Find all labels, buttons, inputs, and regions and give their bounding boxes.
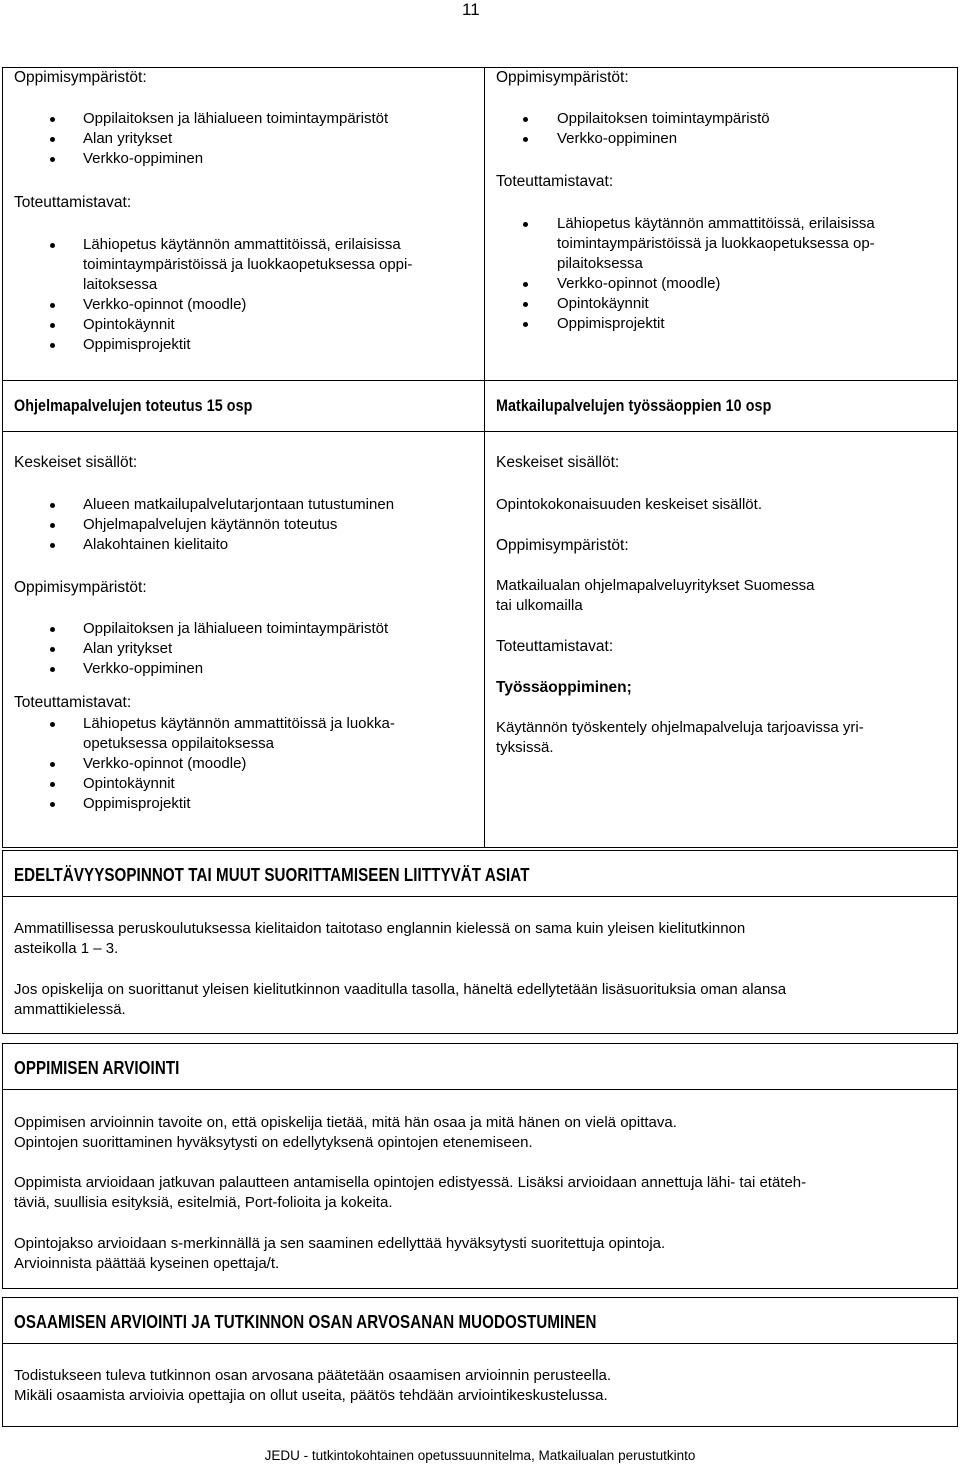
list-item: Oppilaitoksen ja lähialueen toimintaympäristöt (3, 619, 473, 639)
impl-label: Toteuttamistavat: (14, 694, 132, 711)
paragraph-line: ammattikielessä. (14, 1001, 126, 1018)
heading-right-cell (485, 381, 957, 431)
paragraph-line: Jos opiskelija on suorittanut yleisen kielitutkinnon vaaditulla tasolla, häneltä edellytetään lisäsuorituksia oman alansa (14, 981, 787, 998)
page-number: 11 (462, 0, 480, 19)
list-item: Lähiopetus käytännön ammattitöissä ja luokka-opetuksessa oppilaitoksessa (3, 714, 463, 754)
env-label: Oppimisympäristöt: (14, 579, 147, 596)
impl-subheading: Työssäoppiminen; (496, 679, 632, 696)
impl-list (485, 214, 937, 334)
impl-label: Toteuttamistavat: (14, 194, 132, 211)
env-text: Matkailualan ohjelmapalveluyritykset Suomessa (496, 577, 815, 594)
paragraph-line: Opintojen suorittaminen hyväksytysti on edellytyksenä opintojen etenemiseen. (14, 1134, 533, 1151)
paragraph (14, 1234, 949, 1274)
paragraph (14, 1113, 949, 1153)
content-label: Keskeiset sisällöt: (496, 454, 620, 471)
list-item: Alueen matkailupalvelutarjontaan tutustuminen (3, 495, 473, 515)
impl-list (3, 235, 465, 355)
list-item: Ohjelmapalvelujen käytännön toteutus (3, 515, 473, 535)
env-label: Oppimisympäristöt: (496, 537, 629, 554)
paragraph-line: asteikolla 1 – 3. (14, 940, 119, 957)
list-item: Oppilaitoksen toimintaympäristö (485, 109, 945, 129)
content-text: Opintokokonaisuuden keskeiset sisällöt. (496, 496, 762, 513)
prerequisites-section (2, 850, 958, 1034)
list-item: Lähiopetus käytännön ammattitöissä, erilaisissa toimintaympäristöissä ja luokkaopetuksessa oppi-laitoksessa (3, 235, 465, 295)
paragraph-line: Ammatillisessa peruskoulutuksessa kielitaidon taitotaso englannin kielessä on sama kuin yleisen kielitutkinnon (14, 920, 746, 937)
heading-left-cell (3, 381, 485, 431)
paragraph-line: täviä, suullisia esityksiä, esitelmiä, Port-folioita ja kokeita. (14, 1194, 393, 1211)
list-item: Lähiopetus käytännön ammattitöissä, erilaisissa toimintaympäristöissä ja luokkaopetuksessa op-pilaitoksessa (485, 214, 937, 274)
impl-label: Toteuttamistavat: (496, 638, 614, 655)
impl-label: Toteuttamistavat: (496, 173, 614, 190)
list-item: Opintokäynnit (485, 294, 937, 314)
paragraph-line: Todistukseen tuleva tutkinnon osan arvosana päätetään osaamisen arvioinnin perusteella. (14, 1367, 612, 1384)
paragraph (14, 980, 949, 1020)
env-text: tai ulkomailla (496, 597, 583, 614)
top-left-cell (3, 68, 485, 380)
env-label: Oppimisympäristöt: (496, 69, 629, 86)
section-header (3, 851, 957, 897)
section-title: EDELTÄVYYSOPINNOT TAI MUUT SUORITTAMISEEN LIITTYVÄT ASIAT (14, 865, 530, 885)
grading-section (2, 1297, 958, 1427)
env-label: Oppimisympäristöt: (14, 69, 147, 86)
assessment-section (2, 1043, 958, 1289)
list-item: Alan yritykset (3, 639, 473, 659)
env-list (3, 619, 473, 679)
impl-list (3, 714, 463, 814)
impl-text: Käytännön työskentely ohjelmapalveluja tarjoavissa yri- (496, 719, 864, 736)
module-heading: Ohjelmapalvelujen toteutus 15 osp (14, 396, 253, 415)
list-item: Verkko-oppiminen (3, 659, 473, 679)
paragraph (14, 919, 949, 959)
content-list (3, 495, 473, 555)
env-list (3, 109, 473, 169)
list-item: Oppimisprojektit (485, 314, 937, 334)
paragraph-line: Oppimisen arvioinnin tavoite on, että opiskelija tietää, mitä hän osaa ja mitä hänen on vielä opittava. (14, 1114, 677, 1131)
paragraph (14, 1173, 949, 1213)
list-item: Oppimisprojektit (3, 335, 465, 355)
module-heading: Matkailupalvelujen työssäoppien 10 osp (496, 396, 772, 415)
paragraph-line: Opintojakso arvioidaan s-merkinnällä ja sen saaminen edellyttää hyväksytysti suoritettuja opintoja. (14, 1235, 666, 1252)
list-item: Oppimisprojektit (3, 794, 463, 814)
list-item: Opintokäynnit (3, 315, 465, 335)
list-item: Oppilaitoksen ja lähialueen toimintaympäristöt (3, 109, 473, 129)
paragraph-line: Arvioinnista päättää kyseinen opettaja/t. (14, 1255, 280, 1272)
list-item: Alan yritykset (3, 129, 473, 149)
list-item: Verkko-opinnot (moodle) (3, 295, 465, 315)
list-item: Verkko-oppiminen (485, 129, 945, 149)
list-item: Opintokäynnit (3, 774, 463, 794)
list-item: Verkko-oppiminen (3, 149, 473, 169)
section-header (3, 1298, 957, 1344)
bottom-left-cell (3, 432, 485, 847)
list-item: Verkko-opinnot (moodle) (485, 274, 937, 294)
content-label: Keskeiset sisällöt: (14, 454, 138, 471)
paragraph-line: Oppimista arvioidaan jatkuvan palautteen antamisella opintojen edistyessä. Lisäksi arvioidaan annettuja lähi- tai etäteh- (14, 1174, 807, 1191)
bottom-right-cell (485, 432, 957, 847)
list-item: Alakohtainen kielitaito (3, 535, 473, 555)
paragraph-line: Mikäli osaamista arvioivia opettajia on ollut useita, päätös tehdään arviointikeskustelussa. (14, 1387, 608, 1404)
impl-text: tyksissä. (496, 739, 554, 756)
section-title: OSAAMISEN ARVIOINTI JA TUTKINNON OSAN ARVOSANAN MUODOSTUMINEN (14, 1312, 597, 1332)
list-item: Verkko-opinnot (moodle) (3, 754, 463, 774)
paragraph (14, 1366, 949, 1406)
curriculum-table (2, 67, 958, 848)
section-header (3, 1044, 957, 1090)
top-right-cell (485, 68, 957, 380)
env-list (485, 109, 945, 149)
section-title: OPPIMISEN ARVIOINTI (14, 1058, 180, 1078)
page-footer: JEDU - tutkintokohtainen opetussuunnitelma, Matkailualan perustutkinto (264, 1448, 696, 1463)
